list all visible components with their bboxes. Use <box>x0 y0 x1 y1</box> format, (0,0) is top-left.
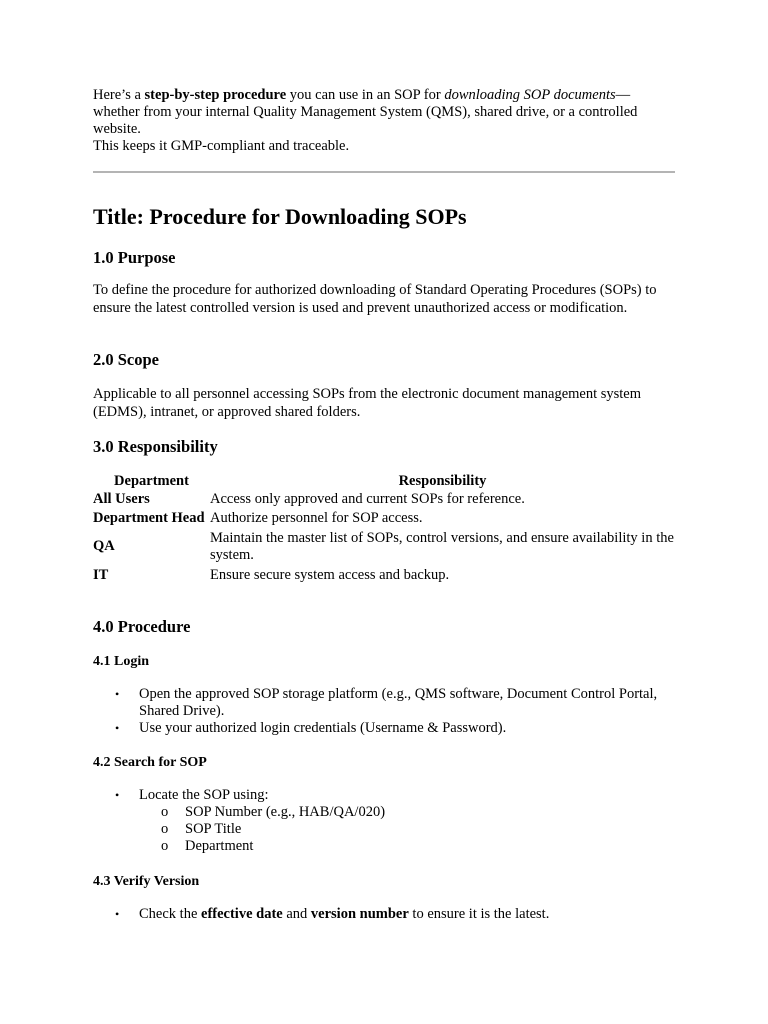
search-steps-list <box>93 787 675 855</box>
intro-paragraph <box>93 87 675 138</box>
sub-bullet-icon: o <box>161 838 169 854</box>
sub-bullet-icon: o <box>161 804 169 820</box>
list-item-text: Locate the SOP using: <box>139 787 269 803</box>
horizontal-divider <box>93 171 675 173</box>
effective-date-emphasis: effective date <box>201 906 283 922</box>
table-row <box>93 491 675 511</box>
list-item-text: Use your authorized login credentials (Username & Password). <box>139 720 507 736</box>
department-cell: Department Head <box>93 510 205 526</box>
verify-text-2: and <box>282 906 311 922</box>
column-header-responsibility: Responsibility <box>398 473 487 489</box>
purpose-heading: 1.0 Purpose <box>93 248 176 267</box>
table-row <box>93 567 675 587</box>
column-header-department: Department <box>114 473 189 489</box>
login-subheading: 4.1 Login <box>93 654 150 669</box>
sub-list-item <box>139 804 675 821</box>
bullet-icon: • <box>115 907 120 921</box>
table-header-row <box>93 473 675 491</box>
intro-emphasis-procedure: step-by-step procedure <box>144 87 287 103</box>
list-item <box>93 720 675 737</box>
search-subheading: 4.2 Search for SOP <box>93 755 207 770</box>
responsibility-table <box>93 473 675 586</box>
responsibility-heading: 3.0 Responsibility <box>93 437 218 456</box>
sub-bullet-icon: o <box>161 821 169 837</box>
department-cell: IT <box>93 566 109 583</box>
table-row <box>93 530 675 567</box>
list-item-text: Open the approved SOP storage platform (e.g., QMS software, Document Control Portal, Shared Drive). <box>139 686 658 719</box>
responsibility-cell: Maintain the master list of SOPs, control versions, and ensure availability in the system. <box>210 529 674 563</box>
scope-heading: 2.0 Scope <box>93 350 159 369</box>
verify-text-3: to ensure it is the latest. <box>408 906 550 922</box>
list-item <box>93 906 675 923</box>
intro-text-3: —whether from your internal Quality Management System (QMS), shared drive, or a controlled website. <box>93 87 638 137</box>
verify-steps-list <box>93 906 675 923</box>
sub-list-item <box>139 838 675 855</box>
sub-list-item-text: Department <box>185 838 254 854</box>
intro-block <box>93 87 675 155</box>
responsibility-cell: Access only approved and current SOPs for reference. <box>210 490 525 507</box>
table-row <box>93 510 675 530</box>
sub-list-item-text: SOP Title <box>185 821 242 837</box>
purpose-text: To define the procedure for authorized downloading of Standard Operating Procedures (SOPs) to ensure the latest controlled version is used and prevent unauthorized access or modification. <box>93 282 657 316</box>
department-cell: All Users <box>93 490 150 507</box>
version-number-emphasis: version number <box>310 906 409 922</box>
department-cell: QA <box>93 538 115 555</box>
bullet-icon: • <box>115 788 120 802</box>
scope-text: Applicable to all personnel accessing SOPs from the electronic document management system (EDMS), intranet, or approved shared folders. <box>93 386 642 420</box>
verify-text-1: Check the <box>139 906 202 922</box>
list-item-text <box>139 906 549 922</box>
responsibility-cell: Authorize personnel for SOP access. <box>210 510 423 526</box>
list-item <box>93 686 675 720</box>
intro-compliance-note: This keeps it GMP-compliant and traceable. <box>93 138 350 154</box>
list-item <box>93 787 675 855</box>
responsibility-cell: Ensure secure system access and backup. <box>210 566 450 583</box>
document-title: Title: Procedure for Downloading SOPs <box>93 204 467 229</box>
intro-text-1: Here’s a <box>93 87 145 103</box>
intro-text-2: you can use in an SOP for <box>286 87 445 103</box>
login-steps-list <box>93 686 675 737</box>
sub-list-item-text: SOP Number (e.g., HAB/QA/020) <box>185 804 386 820</box>
search-criteria-list <box>139 804 675 855</box>
intro-emphasis-downloading: downloading SOP documents <box>444 87 616 103</box>
bullet-icon: • <box>115 721 120 735</box>
verify-subheading: 4.3 Verify Version <box>93 874 200 889</box>
bullet-icon: • <box>115 687 120 701</box>
sub-list-item <box>139 821 675 838</box>
procedure-heading: 4.0 Procedure <box>93 617 191 636</box>
